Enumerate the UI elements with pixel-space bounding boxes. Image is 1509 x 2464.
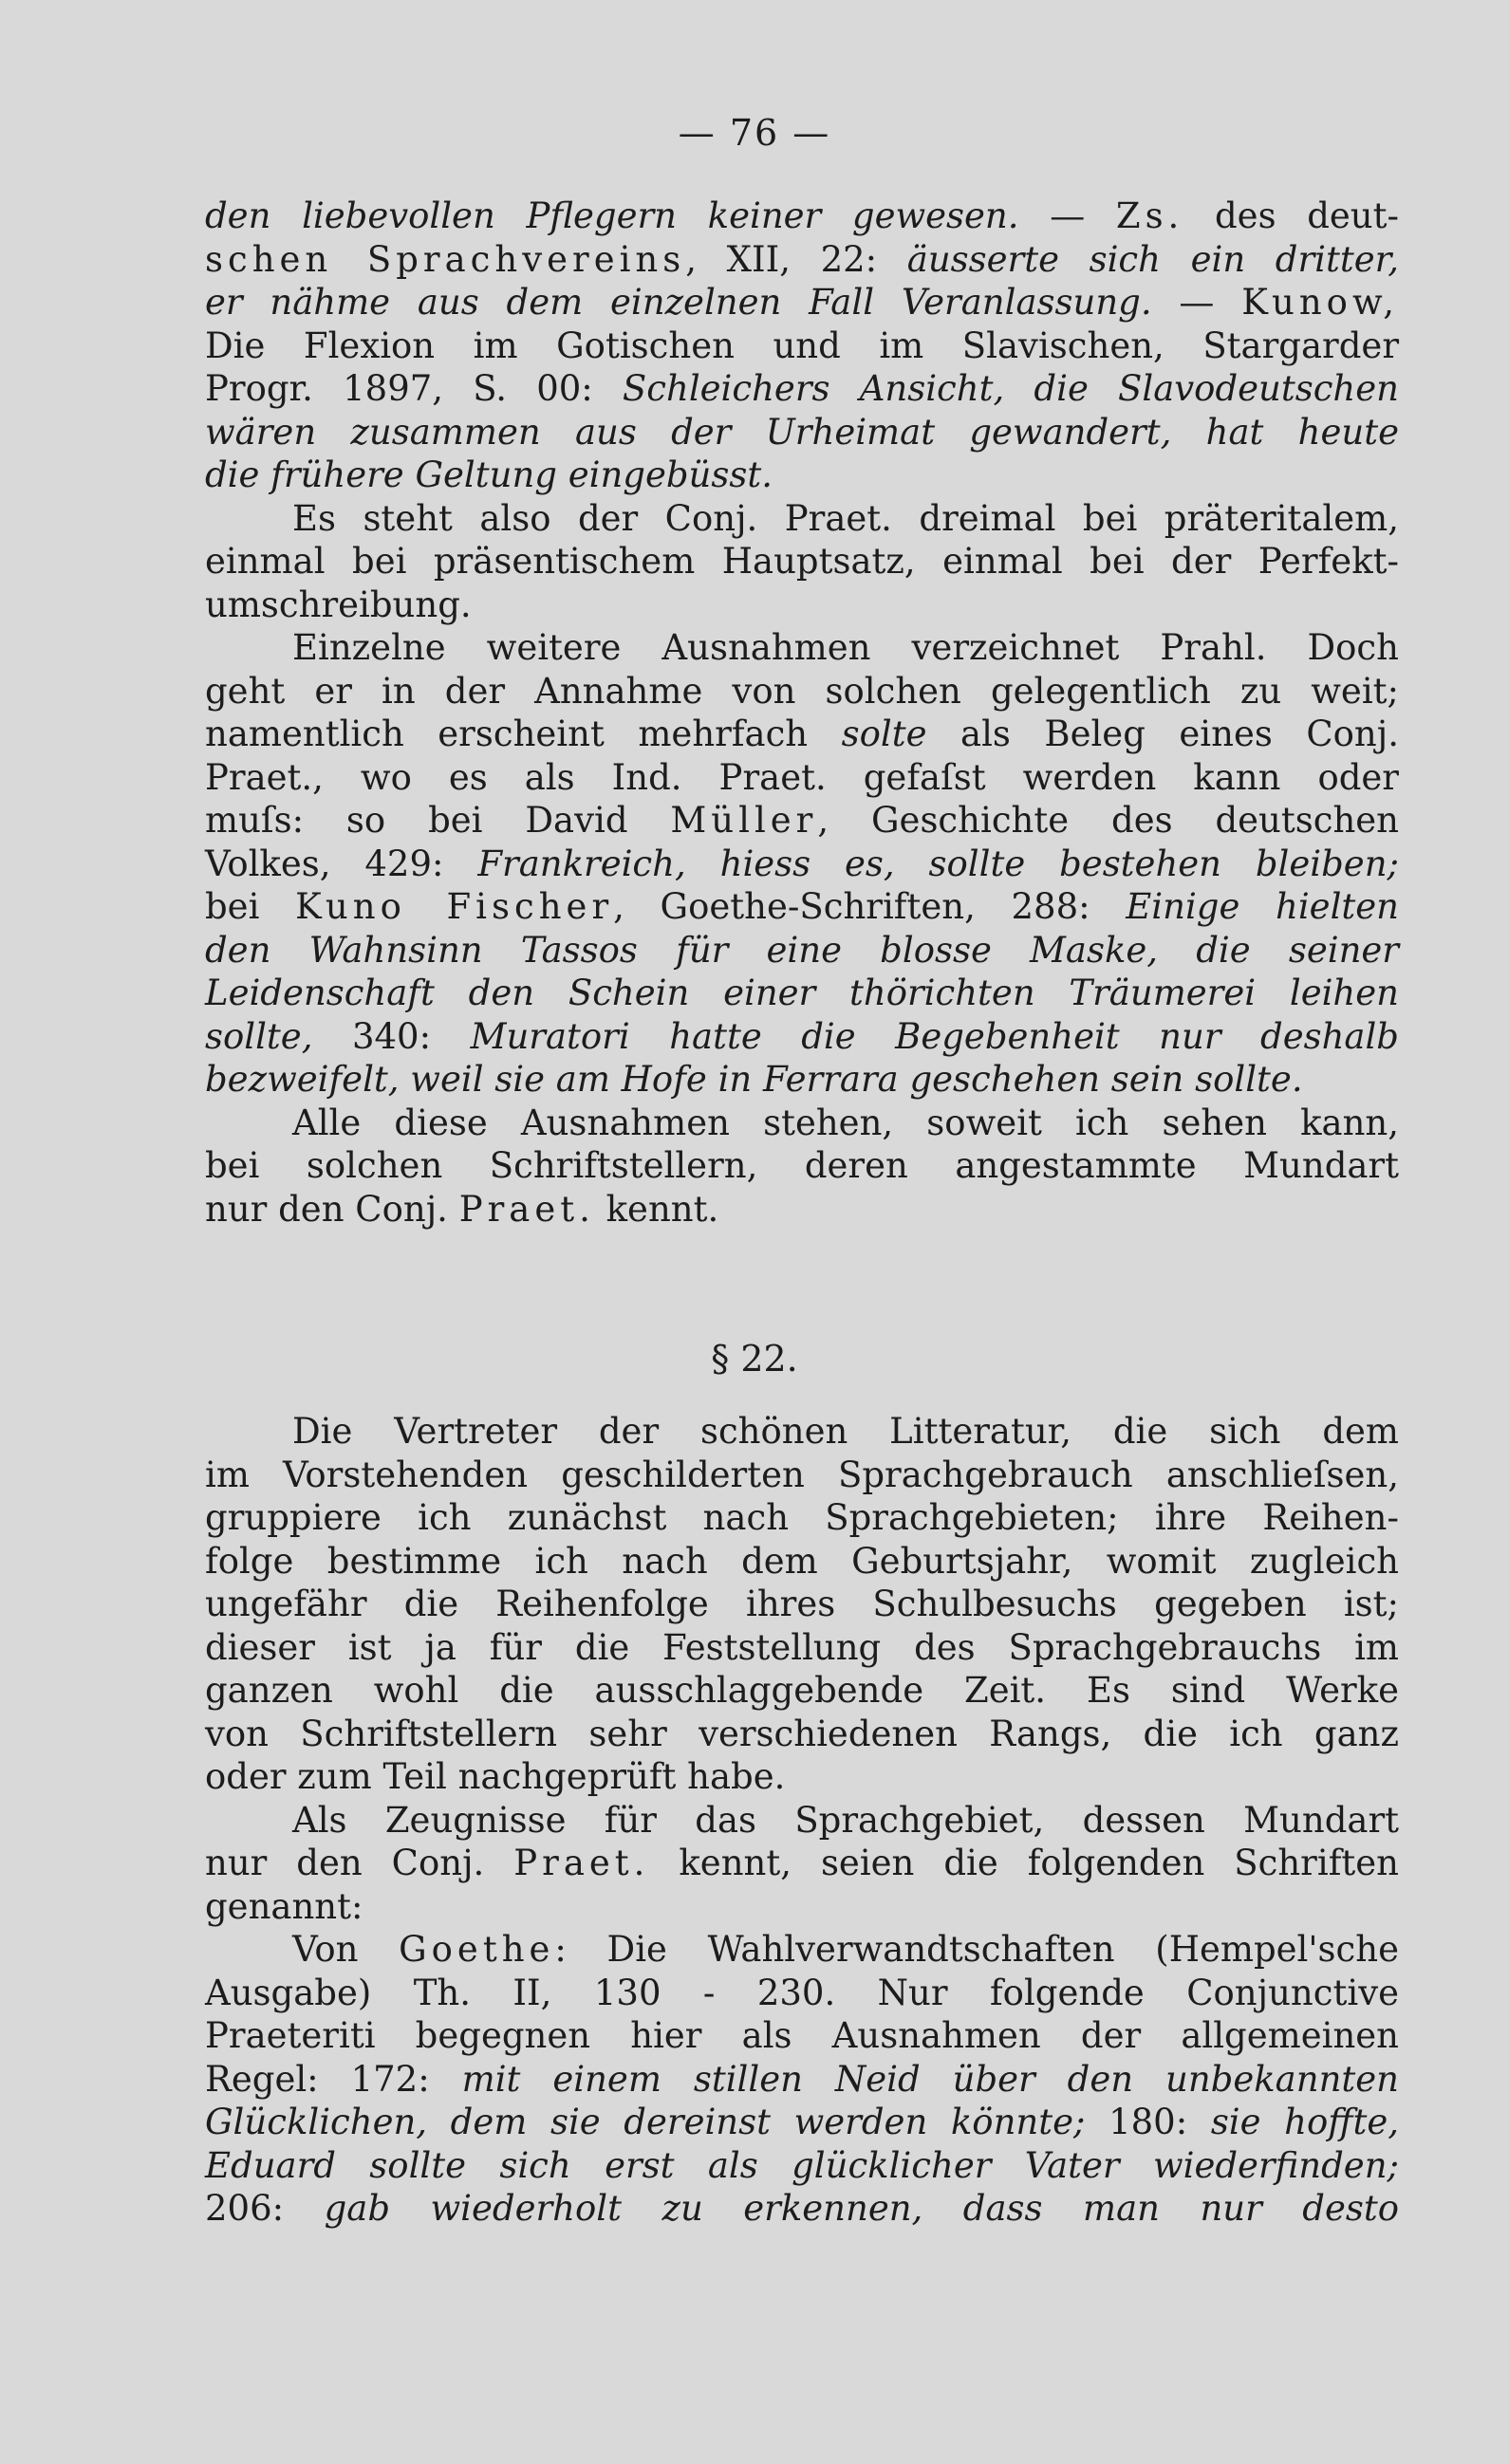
text-line: Praeteriti begegnen hier als Ausnahmen der allgemeinen	[205, 2015, 1399, 2056]
text-line	[205, 2101, 1399, 2144]
text-line: umschreibung.	[205, 584, 472, 625]
text-line	[205, 281, 1399, 324]
text-span: 206:	[205, 2188, 325, 2229]
text-span: sollte,	[205, 1015, 313, 1057]
text-line: im Vorstehenden geschilderten Sprachgebrauch anschlieſsen,	[205, 1454, 1399, 1495]
text-block-lower	[205, 1410, 1399, 2231]
text-span: Regel: 172:	[205, 2058, 462, 2100]
text-line: den Wahnsinn Tassos für eine blosse Maske, die seiner	[205, 929, 1399, 971]
text-line: bezweifelt, weil sie am Hofe in Ferrara geschehen sein sollte.	[205, 1059, 1303, 1100]
text-line: folge bestimme ich nach dem Geburtsjahr, womit zugleich	[205, 1540, 1399, 1582]
text-span: Von	[292, 1929, 400, 1970]
text-line	[205, 2058, 1399, 2102]
text-span: kennt, seien die folgenden Schriften	[649, 1843, 1399, 1883]
text-line	[205, 885, 1399, 929]
text-span: nur den Conj.	[205, 1188, 459, 1230]
text-span: muſs: so bei David	[205, 800, 671, 841]
text-line: Ausgabe) Th. II, 130 - 230. Nur folgende Conjunctive	[205, 1972, 1399, 2013]
text-line: Alle diese Ausnahmen stehen, soweit ich sehen kann,	[292, 1102, 1399, 1143]
text-line: Praet., wo es als Ind. Praet. gefaſst werden kann oder	[205, 756, 1399, 798]
text-line: die frühere Geltung eingebüsst.	[205, 454, 773, 495]
spaced-name: Praet.	[513, 1843, 650, 1883]
text-line: von Schriftstellern sehr verschiedenen Rangs, die ich ganz	[205, 1713, 1399, 1754]
text-line	[205, 195, 1399, 238]
text-line: Leidenschaft den Schein einer thörichten Träumerei leihen	[205, 973, 1399, 1013]
text-line	[205, 1188, 1399, 1232]
text-line: Es steht also der Conj. Praet. dreimal bei präteritalem,	[292, 497, 1399, 539]
text-span: Progr. 1897, S. 00:	[205, 368, 623, 409]
spaced-name: Zs.	[1115, 195, 1184, 236]
text-span: , Goethe-Schriften, 288:	[613, 886, 1127, 927]
text-span: —	[1151, 282, 1242, 323]
text-line	[205, 713, 1399, 756]
text-span: Schleichers Ansicht, die Slavodeutschen	[622, 368, 1399, 409]
text-span: äusserte sich ein dritter,	[906, 238, 1399, 280]
text-line: Eduard sollte sich erst als glücklicher Vater wiederfinden;	[205, 2144, 1399, 2186]
text-span: mit einem stillen Neid über den unbekannten	[461, 2058, 1399, 2100]
text-line: einmal bei präsentischem Hauptsatz, einmal bei der Perfekt-	[205, 541, 1399, 582]
page-number: — 76 —	[678, 112, 831, 154]
spaced-name: Kuno Fischer	[295, 886, 614, 927]
text-line	[205, 2187, 1399, 2231]
text-line	[205, 367, 1399, 411]
text-line: Die Flexion im Gotischen und im Slavischen, Stargarder	[205, 324, 1399, 366]
text-line	[205, 1842, 1399, 1885]
text-span: Einige hielten	[1126, 886, 1399, 927]
spaced-name: Praet.	[458, 1188, 595, 1230]
text-line	[205, 799, 1399, 843]
text-span: Glücklichen, dem sie dereinst werden könnte;	[205, 2102, 1086, 2142]
text-span: gab wiederholt zu erkennen, dass man nur desto	[324, 2188, 1399, 2229]
text-span: als Beleg eines Conj.	[926, 713, 1399, 754]
text-line	[205, 238, 1399, 282]
spaced-name: schen Sprachvereins	[205, 238, 686, 280]
text-span: 180:	[1085, 2102, 1211, 2142]
text-line: genannt:	[205, 1885, 363, 1927]
text-span: 340:	[312, 1015, 471, 1057]
text-span: bei	[205, 886, 296, 927]
text-span: nur den Conj.	[205, 1843, 514, 1883]
text-line	[205, 1015, 1399, 1059]
text-span: Muratori hatte die Begebenheit nur deshalb	[470, 1015, 1399, 1057]
text-line: dieser ist ja für die Feststellung des Sprachgebrauchs im	[205, 1626, 1399, 1668]
spaced-name: Goethe	[399, 1929, 555, 1970]
text-line: ungefähr die Reihenfolge ihres Schulbesuchs gegeben ist;	[205, 1584, 1399, 1624]
text-span: kennt.	[594, 1188, 719, 1230]
text-span: namentlich erscheint mehrfach	[205, 713, 842, 754]
section-heading: § 22.	[711, 1338, 798, 1380]
text-span: , Geschichte des deutschen	[817, 800, 1399, 841]
text-span: er nähme aus dem einzelnen Fall Veranlassung.	[205, 282, 1152, 323]
text-line: wären zusammen aus der Urheimat gewandert, hat heute	[205, 411, 1399, 453]
text-span: , XII, 22:	[685, 238, 907, 280]
text-line: gruppiere ich zunächst nach Sprachgebieten; ihre Reihen-	[205, 1497, 1399, 1538]
text-span: Volkes, 429:	[205, 843, 478, 884]
text-line	[205, 1928, 1399, 1972]
text-line: Die Vertreter der schönen Litteratur, die sich dem	[292, 1411, 1399, 1452]
text-line: bei solchen Schriftstellern, deren angestammte Mundart	[205, 1145, 1399, 1186]
spaced-name: Kunow,	[1241, 282, 1399, 323]
text-line: oder zum Teil nachgeprüft habe.	[205, 1756, 786, 1797]
text-line: ganzen wohl die ausschlaggebende Zeit. Es sind Werke	[205, 1670, 1399, 1711]
text-span: Frankreich, hiess es, sollte bestehen bleiben;	[477, 843, 1399, 884]
spaced-name: Müller	[670, 800, 818, 841]
text-line: Einzelne weitere Ausnahmen verzeichnet Prahl. Doch	[292, 627, 1399, 668]
text-line: Als Zeugnisse für das Sprachgebiet, dessen Mundart	[292, 1799, 1399, 1841]
text-span: : Die Wahlverwandtschaften (Hempel'sche	[554, 1929, 1399, 1970]
text-span: sie hoffte,	[1210, 2102, 1399, 2142]
text-block-upper	[205, 195, 1399, 1231]
text-span: den liebevollen Pflegern keiner gewesen.	[205, 195, 1019, 236]
text-span: solte	[841, 713, 927, 754]
text-line	[205, 843, 1399, 886]
text-span: —	[1018, 195, 1116, 236]
text-line: geht er in der Annahme von solchen gelegentlich zu weit;	[205, 670, 1399, 712]
text-span: des deut-	[1183, 195, 1399, 236]
